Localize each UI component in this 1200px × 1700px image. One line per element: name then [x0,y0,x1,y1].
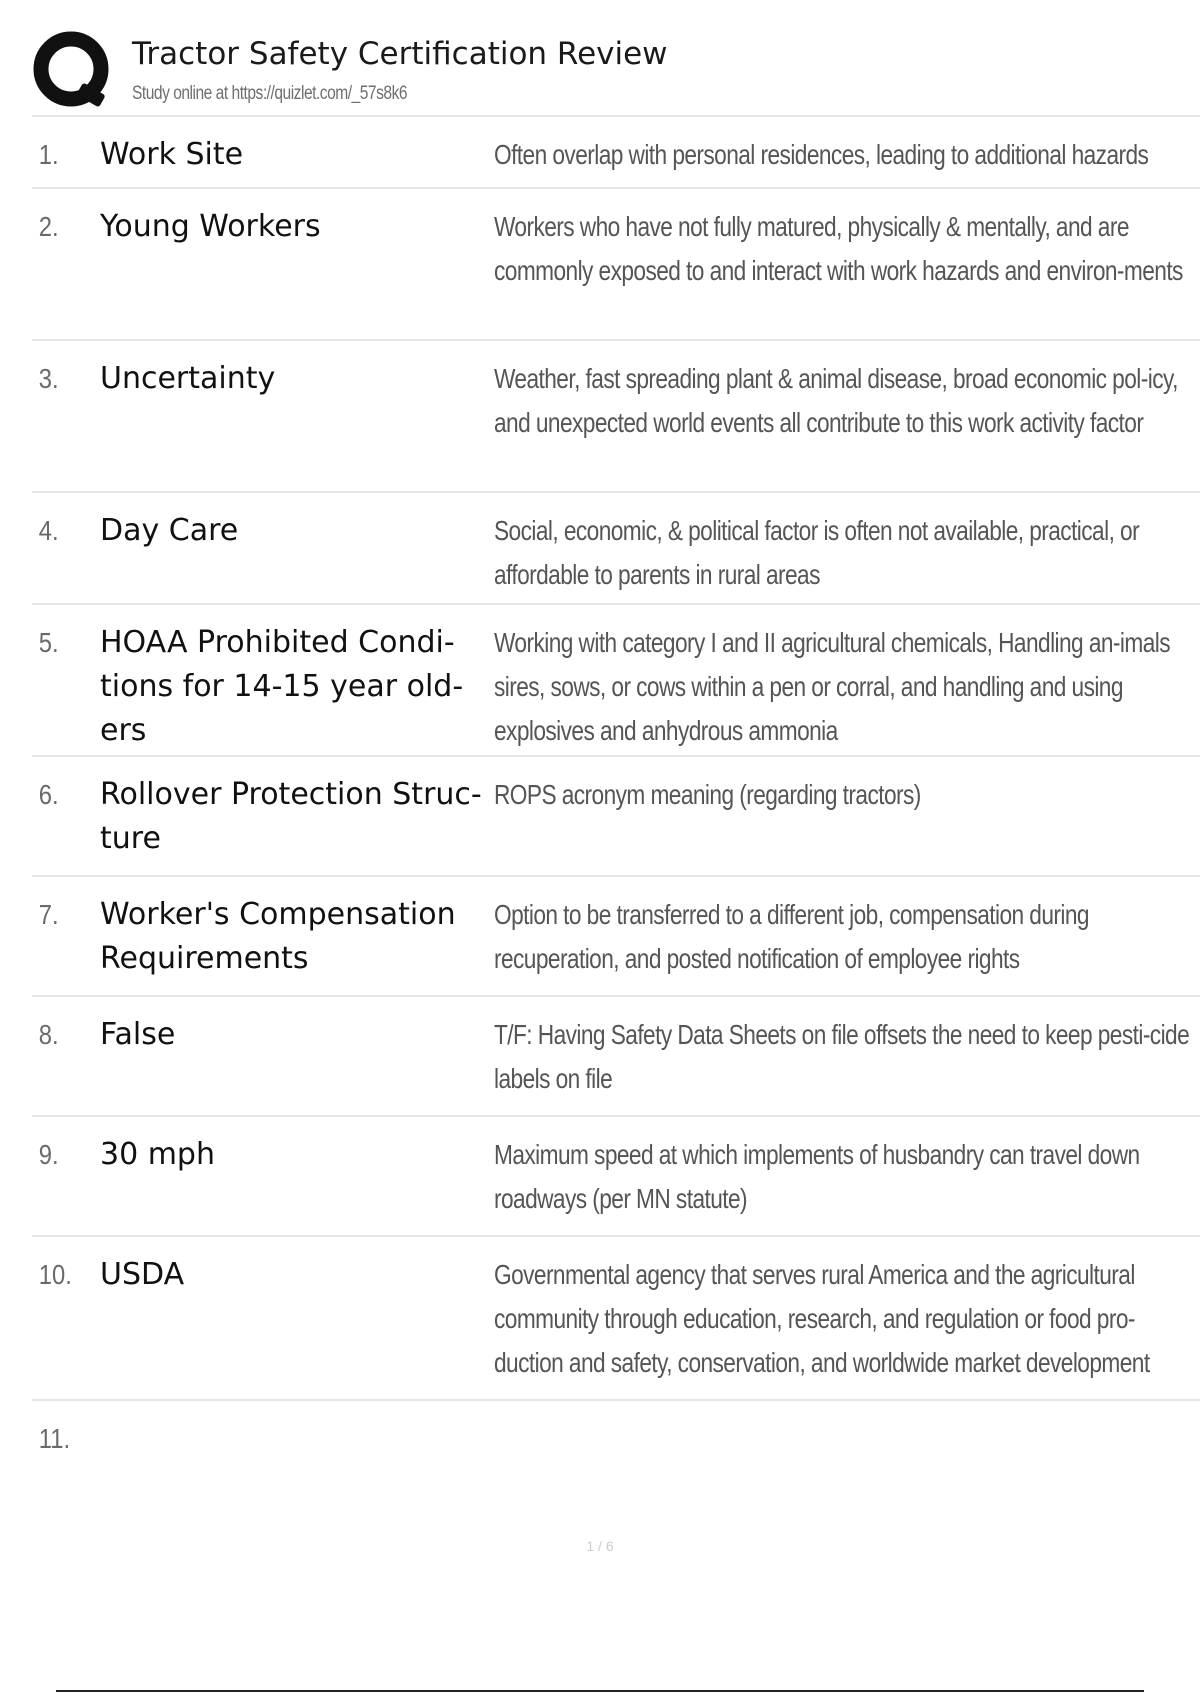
card-row [32,875,1200,995]
card-number: 2. [38,211,59,242]
card-definition-text: Social, economic, & political factor is often not available, practical, or affordable to parents in rural areas [494,515,1140,590]
card-definition-text: T/F: Having Safety Data Sheets on file offsets the need to keep pesti-cide labels on file [494,1019,1190,1094]
card-number: 11. [38,1423,71,1454]
card-term: Worker's Compensation Requirements [100,897,456,976]
card-definition [494,1253,1200,1385]
card-number: 3. [38,363,59,394]
card-number: 10. [38,1259,72,1290]
card-term: Day Care [100,513,239,548]
card-definition [494,509,1200,597]
card-definition [494,1133,1200,1221]
card-number: 9. [38,1139,59,1170]
card-row [32,339,1200,491]
card-number: 8. [38,1019,59,1050]
card-definition-text: Governmental agency that serves rural America and the agricultural community through education, research, and regulation or food pro-duction and safety, conservation, and worldwide market development [494,1259,1150,1378]
card-number: 7. [38,899,59,930]
card-definition [494,205,1200,293]
bottom-divider [56,1690,1144,1692]
card-definition-text: Maximum speed at which implements of husbandry can travel down roadways (per MN statute) [494,1139,1140,1214]
page-title: Tractor Safety Certification Review [132,36,668,72]
card-row [32,1115,1200,1235]
quizlet-logo-icon [32,30,114,112]
card-term: 30 mph [100,1137,215,1172]
card-row [32,1399,1200,1479]
card-row [32,603,1200,755]
card-number: 6. [38,779,59,810]
card-definition [494,773,1200,817]
card-term: Young Workers [100,209,321,244]
card-number: 4. [38,515,59,546]
card-definition [494,893,1200,981]
card-definition-text: Option to be transferred to a different job, compensation during recuperation, and posted notification of employee rights [494,899,1089,974]
card-number: 5. [38,627,59,658]
card-definition-text: Workers who have not fully matured, physically & mentally, and are commonly exposed to and interact with work hazards and environ-ments [494,211,1183,286]
page-header [32,30,1200,114]
card-number: 1. [38,139,59,170]
card-definition [494,621,1200,753]
card-row [32,491,1200,603]
card-definition-text: Weather, fast spreading plant & animal disease, broad economic pol-icy, and unexpected world events all contribute to this work activity factor [494,363,1178,438]
card-term: HOAA Prohibited Condi-tions for 14-15 year old-ers [100,625,464,748]
card-row [32,1235,1200,1399]
card-row [32,995,1200,1115]
card-term: Rollover Protection Struc-ture [100,777,482,856]
card-definition-text: ROPS acronym meaning (regarding tractors) [494,779,921,810]
card-term: Uncertainty [100,361,276,396]
study-online-link-text: Study online at https://quizlet.com/_57s8k6 [132,83,408,104]
card-definition [494,357,1200,445]
card-row [32,187,1200,339]
card-term: Work Site [100,137,244,172]
card-definition [494,1013,1200,1101]
flashcard-list [32,115,1200,1479]
card-term: USDA [100,1257,185,1292]
card-definition [494,133,1200,177]
page-number: 1 / 6 [586,1538,614,1554]
card-row [32,755,1200,875]
card-term: False [100,1017,176,1052]
card-row [32,115,1200,187]
card-definition-text: Working with category I and II agricultural chemicals, Handling an-imals sires, sows, or cows within a pen or corral, and handling and using explosives and anhydrous ammonia [494,627,1171,746]
card-definition-text: Often overlap with personal residences, leading to additional hazards [494,139,1149,170]
